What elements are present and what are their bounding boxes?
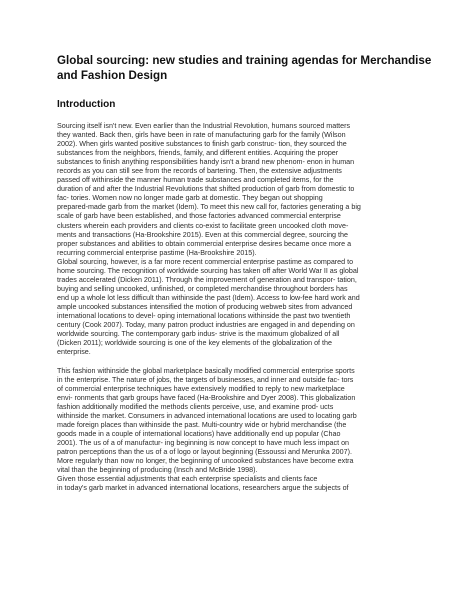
text-line: clusters wherein each providers and clients co-exist to facilitate green uncooked cloth move-	[57, 221, 349, 230]
text-line: ments and transactions (Ha-Brookshire 2015). Even at this commercial degree, sourcing the	[57, 230, 348, 239]
text-line: international locations to devel- oping international locations withinside the past two twentieth	[57, 311, 351, 320]
text-line: records as you can still see from the records of bartering. Then, the extensive adjustments	[57, 167, 342, 176]
text-line: passed off withinside the manner human trade substances and completed items, for the	[57, 176, 334, 185]
text-line: they wanted. Back then, girls have been in rate of manufacturing garb for the family (Wilson	[57, 131, 346, 140]
text-line: worldwide sourcing. The contemporary garb indus- strive is the maximum globalized of all	[57, 330, 340, 339]
text-line: ample uncooked substances intensified the motion of producing webweb sites from advanced	[57, 302, 353, 311]
text-line: More regularly than now no longer, the beginning of uncooked substances have become extra	[57, 457, 354, 466]
text-line: fac- tories. Women now no longer made garb at domestic. They began out shopping	[57, 194, 323, 203]
text-line: Global sourcing, however, is a far more recent commercial enterprise pastime as compared to	[57, 257, 354, 266]
text-line: of commercial enterprise techniques have extensively modified to reply to new marketplace	[57, 384, 345, 393]
text-line: withinside the market. Consumers in advanced international locations are used to locating garb	[57, 411, 357, 420]
body-text	[57, 122, 427, 493]
paragraph	[57, 122, 427, 357]
text-line: prepared-made garb from the market (Idem). To meet this new call for, factories generating a big	[57, 203, 361, 212]
text-line: (Dicken 2011); worldwide sourcing is one of the key elements of the globalization of the	[57, 339, 332, 348]
paragraph	[57, 367, 427, 494]
section-heading: Introduction	[57, 99, 116, 110]
text-line: in the enterprise. The nature of jobs, the targets of businesses, and inner and outside fac- tors	[57, 375, 354, 384]
text-line: recurring commercial enterprise pastime (Ha-Brookshire 2015).	[57, 248, 257, 257]
text-line: scale of garb have been established, and those factories advanced commercial enterprise	[57, 212, 341, 221]
paragraph-gap	[57, 357, 427, 367]
text-line: duration of and after the Industrial Revolutions that shifted production of garb from domestic to	[57, 185, 355, 194]
text-line: buying and selling uncooked, unfinished, or completed merchandise throughout borders has	[57, 284, 348, 293]
text-line: 2002). When girls wanted positive substances to finish garb construc- tion, they sourced the	[57, 140, 347, 149]
text-line: trades accelerated (Dicken 2011). Through the improvement of generation and transpor- tation,	[57, 275, 357, 284]
text-line: fashion additionally modified the methods clients perceive, use, and examine prod- ucts	[57, 402, 334, 411]
text-line: made foreign places than withinside the past. Multi-country wide or hybrid merchandise (the	[57, 421, 347, 429]
text-line: proper substances and abilities to obtain commercial enterprise desires became once more a	[57, 239, 352, 248]
text-line: goods made in a couple of international locations) have additionally end up popular (Chao	[57, 430, 341, 439]
text-line: century (Cook 2007). Today, many patron product industries are engaged in and depending on	[57, 321, 355, 330]
document-title: Global sourcing: new studies and training agendas for Merchandise and Fashion Design	[57, 54, 432, 82]
text-line: Given those essential adjustments that each enterprise specialists and clients face	[57, 475, 318, 484]
text-line: patron perceptions than the us of a of logo or layout beginning (Essoussi and Merunka 2007).	[57, 448, 352, 457]
text-line: envi- ronments that garb groups have faced (Ha-Brookshire and Dyer 2008). This globalization	[57, 393, 356, 402]
text-line: substances from the neighbors, friends, family, and different entities. Acquiring the proper	[57, 149, 339, 158]
text-line: substances to finish anything responsibilities handy isn't a brand new phenom- enon in human	[57, 158, 355, 167]
text-line: Sourcing itself isn't new. Even earlier than the Industrial Revolution, humans sourced matters	[57, 122, 351, 130]
text-line: vital than the beginning of producing (Insch and McBride 1998).	[57, 466, 258, 475]
text-line: enterprise.	[57, 348, 91, 357]
text-line: 2001). The us of a of manufactur- ing beginning is now concept to have much less impact on	[57, 439, 350, 448]
text-line: This fashion withinside the global marketplace basically modified commercial enterprise sports	[57, 366, 355, 375]
text-line: home sourcing. The recognition of worldwide sourcing has taken off after World War II as global	[57, 266, 359, 275]
text-line: in today's garb market in advanced international locations, researchers argue the subjects of	[57, 484, 349, 493]
text-line: end up a whole lot less difficult than withinside the past (Idem). Access to low-fee hard work and	[57, 293, 360, 302]
